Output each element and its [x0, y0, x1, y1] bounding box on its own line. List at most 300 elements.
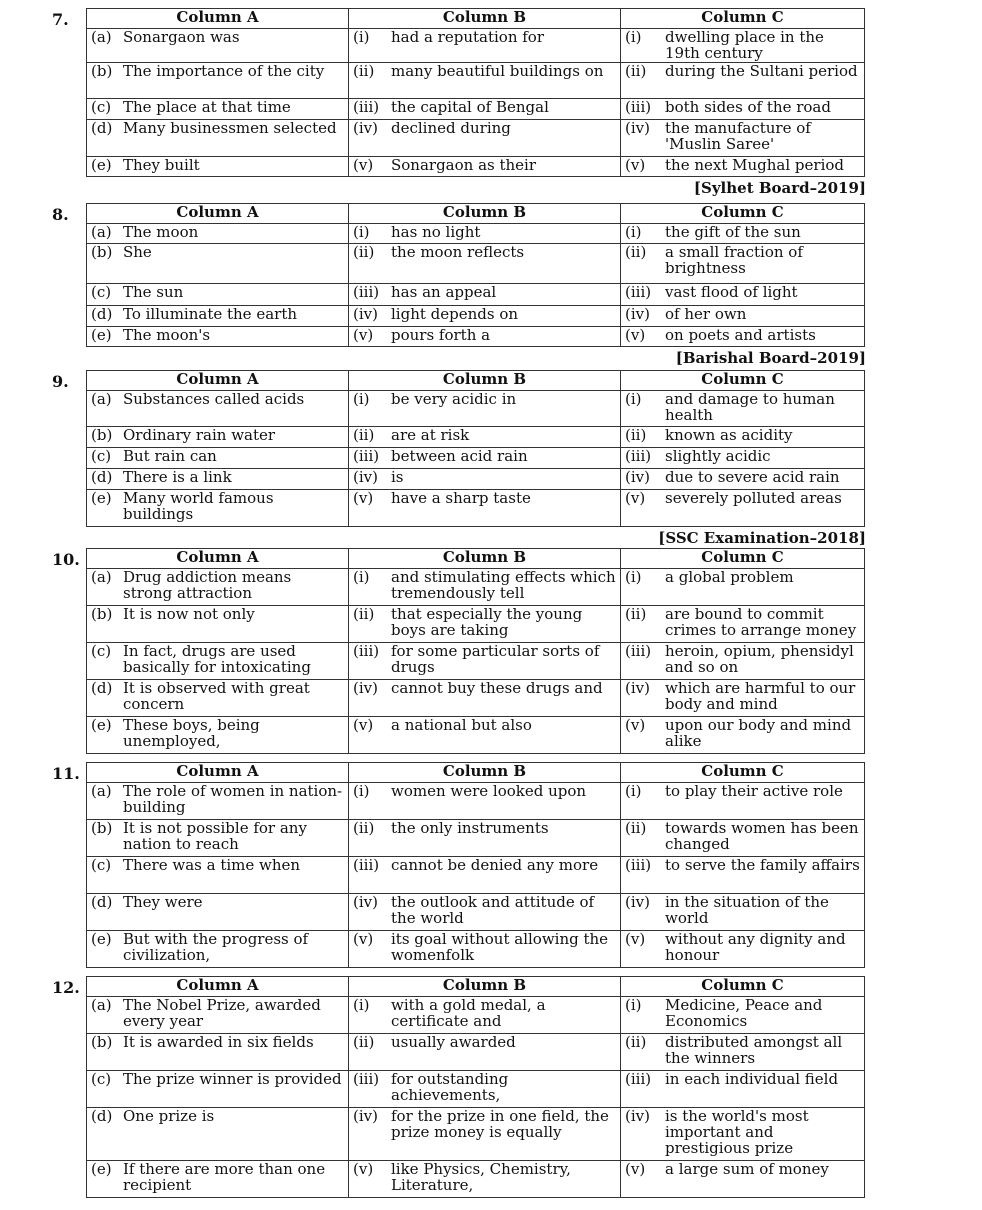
item-label: (v) — [625, 716, 646, 734]
column-a-cell — [87, 894, 349, 931]
item-label: (c) — [91, 856, 112, 874]
item-text: had a reputation for — [391, 28, 545, 46]
item-text: for the prize in one field, the prize money is equally — [391, 1107, 609, 1141]
item-label: (i) — [625, 390, 642, 408]
cell-content — [91, 717, 344, 749]
item-label: (a) — [91, 568, 112, 586]
column-a-cell — [87, 427, 349, 448]
cell-content — [353, 157, 616, 173]
cell-content — [625, 427, 860, 443]
cell-content — [625, 224, 860, 240]
cell-content — [625, 469, 860, 485]
item-text: a global problem — [665, 568, 794, 586]
item-label: (b) — [91, 62, 113, 80]
item-text: a national but also — [391, 716, 532, 734]
column-a-cell — [87, 783, 349, 820]
item-text: It is now not only — [123, 605, 255, 623]
cell-content — [353, 284, 616, 300]
item-text: To illuminate the earth — [123, 305, 298, 323]
cell-content — [91, 29, 344, 45]
item-text: many beautiful buildings on — [391, 62, 604, 80]
column-c-cell — [621, 327, 865, 347]
cell-content — [353, 120, 616, 136]
cell-content — [91, 569, 344, 601]
column-c-cell — [621, 391, 865, 427]
item-label: (ii) — [353, 426, 375, 444]
cell-content — [625, 63, 860, 79]
header-row — [87, 371, 865, 391]
item-label: (i) — [353, 996, 370, 1014]
cell-content — [91, 643, 344, 675]
cell-content — [353, 857, 616, 873]
item-text: Substances called acids — [123, 390, 305, 408]
column-c-cell — [621, 244, 865, 284]
column-b-cell — [349, 120, 621, 157]
item-label: (iii) — [625, 1070, 652, 1088]
item-label: (e) — [91, 716, 112, 734]
column-b-cell — [349, 1108, 621, 1161]
question-number: 7. — [52, 10, 69, 29]
column-header: Column B — [349, 204, 621, 224]
column-c-cell — [621, 284, 865, 306]
item-text: pours forth a — [391, 326, 491, 344]
cell-content — [625, 717, 860, 749]
item-text: is — [391, 468, 404, 486]
cell-content — [625, 606, 860, 638]
item-text: the outlook and attitude of the world — [391, 893, 595, 927]
cell-content — [625, 448, 860, 464]
question-number: 12. — [52, 978, 80, 997]
column-a-cell — [87, 224, 349, 244]
item-label: (iv) — [625, 468, 650, 486]
cell-content — [625, 327, 860, 343]
item-label: (i) — [625, 996, 642, 1014]
table-row — [87, 1071, 865, 1108]
item-label: (v) — [353, 326, 374, 344]
cell-content — [353, 244, 616, 260]
item-label: (ii) — [625, 605, 647, 623]
table-row — [87, 157, 865, 177]
table-row — [87, 327, 865, 347]
matching-table — [86, 548, 865, 754]
cell-content — [353, 1071, 616, 1103]
column-a-cell — [87, 490, 349, 527]
cell-content — [91, 1071, 344, 1087]
item-text: But rain can — [123, 447, 217, 465]
item-text: a small fraction of brightness — [665, 243, 803, 277]
table-row — [87, 1161, 865, 1198]
cell-content — [625, 820, 860, 852]
matching-table — [86, 8, 865, 177]
item-text: with a gold medal, a certificate and — [391, 996, 546, 1030]
column-a-cell — [87, 931, 349, 968]
cell-content — [625, 244, 860, 276]
item-label: (c) — [91, 283, 112, 301]
item-text: to play their active role — [665, 782, 843, 800]
item-label: (a) — [91, 223, 112, 241]
table-row — [87, 857, 865, 894]
item-text: a large sum of money — [665, 1160, 829, 1178]
column-b-cell — [349, 894, 621, 931]
column-a-cell — [87, 1071, 349, 1108]
item-text: and damage to human health — [665, 390, 835, 424]
item-text: in each individual field — [665, 1070, 839, 1088]
cell-content — [353, 1161, 616, 1193]
item-label: (iv) — [353, 679, 378, 697]
column-header: Column C — [621, 9, 865, 29]
item-text: women were looked upon — [391, 782, 587, 800]
item-text: towards women has been changed — [665, 819, 859, 853]
item-label: (i) — [353, 390, 370, 408]
column-header: Column B — [349, 549, 621, 569]
matching-table — [86, 762, 865, 968]
column-header: Column C — [621, 204, 865, 224]
table-row — [87, 606, 865, 643]
column-a-cell — [87, 99, 349, 120]
column-c-cell — [621, 643, 865, 680]
cell-content — [625, 99, 860, 115]
item-text: They built — [123, 156, 200, 174]
column-b-cell — [349, 63, 621, 99]
column-c-cell — [621, 569, 865, 606]
cell-content — [625, 391, 860, 423]
item-label: (i) — [353, 28, 370, 46]
item-label: (iii) — [353, 642, 380, 660]
column-c-cell — [621, 427, 865, 448]
item-text: Many world famous buildings — [123, 489, 274, 523]
column-b-cell — [349, 569, 621, 606]
column-header: Column C — [621, 977, 865, 997]
item-label: (iii) — [353, 283, 380, 301]
column-header: Column A — [87, 977, 349, 997]
item-text: the next Mughal period — [665, 156, 844, 174]
item-text: severely polluted areas — [665, 489, 842, 507]
cell-content — [91, 469, 344, 485]
item-text: is the world's most important and prestigious prize — [665, 1107, 809, 1157]
cell-content — [353, 99, 616, 115]
column-a-cell — [87, 643, 349, 680]
item-text: distributed amongst all the winners — [665, 1033, 843, 1067]
item-text: The moon's — [123, 326, 211, 344]
column-header: Column C — [621, 371, 865, 391]
column-header: Column B — [349, 371, 621, 391]
table-row — [87, 894, 865, 931]
item-label: (ii) — [625, 1033, 647, 1051]
column-b-cell — [349, 306, 621, 327]
table-row — [87, 783, 865, 820]
cell-content — [353, 29, 616, 45]
column-a-cell — [87, 857, 349, 894]
item-label: (i) — [625, 223, 642, 241]
cell-content — [353, 224, 616, 240]
cell-content — [625, 284, 860, 300]
item-label: (iii) — [625, 856, 652, 874]
column-header: Column A — [87, 204, 349, 224]
question-number: 10. — [52, 550, 80, 569]
item-label: (ii) — [625, 243, 647, 261]
item-text: The moon — [123, 223, 199, 241]
item-label: (iv) — [353, 468, 378, 486]
item-text: its goal without allowing the womenfolk — [391, 930, 609, 964]
item-label: (i) — [353, 782, 370, 800]
column-c-cell — [621, 29, 865, 63]
column-a-cell — [87, 29, 349, 63]
column-a-cell — [87, 1108, 349, 1161]
matching-table — [86, 976, 865, 1198]
item-label: (iv) — [353, 893, 378, 911]
item-text: upon our body and mind alike — [665, 716, 852, 750]
item-label: (i) — [625, 782, 642, 800]
question-number: 11. — [52, 764, 80, 783]
cell-content — [353, 1108, 616, 1140]
item-text: to serve the family affairs — [665, 856, 860, 874]
table-row — [87, 1108, 865, 1161]
column-b-cell — [349, 29, 621, 63]
column-b-cell — [349, 427, 621, 448]
cell-content — [625, 857, 860, 873]
column-header: Column A — [87, 549, 349, 569]
cell-content — [625, 931, 860, 963]
cell-content — [91, 157, 344, 173]
column-c-cell — [621, 857, 865, 894]
table-row — [87, 490, 865, 527]
column-c-cell — [621, 469, 865, 490]
item-text: the capital of Bengal — [391, 98, 549, 116]
item-label: (i) — [353, 223, 370, 241]
item-label: (b) — [91, 1033, 113, 1051]
item-text: The prize winner is provided — [123, 1070, 342, 1088]
item-text: which are harmful to our body and mind — [665, 679, 856, 713]
cell-content — [91, 1108, 344, 1124]
cell-content — [625, 1161, 860, 1177]
cell-content — [91, 284, 344, 300]
column-a-cell — [87, 569, 349, 606]
item-text: Sonargaon as their — [391, 156, 537, 174]
cell-content — [353, 63, 616, 79]
item-label: (i) — [625, 568, 642, 586]
item-label: (d) — [91, 119, 113, 137]
table-row — [87, 820, 865, 857]
item-text: Drug addiction means strong attraction — [123, 568, 292, 602]
item-text: vast flood of light — [665, 283, 798, 301]
item-label: (v) — [353, 156, 374, 174]
column-b-cell — [349, 1071, 621, 1108]
cell-content — [625, 120, 860, 152]
item-text: The importance of the city — [123, 62, 325, 80]
column-a-cell — [87, 820, 349, 857]
column-b-cell — [349, 490, 621, 527]
item-text: But with the progress of civilization, — [123, 930, 309, 964]
item-label: (iv) — [625, 1107, 650, 1125]
cell-content — [91, 244, 344, 260]
matching-table — [86, 203, 865, 347]
item-label: (ii) — [353, 605, 375, 623]
table-row — [87, 931, 865, 968]
table-row — [87, 63, 865, 99]
header-row — [87, 204, 865, 224]
cell-content — [353, 427, 616, 443]
cell-content — [353, 1034, 616, 1050]
column-c-cell — [621, 157, 865, 177]
item-text: usually awarded — [391, 1033, 516, 1051]
item-text: are at risk — [391, 426, 470, 444]
item-text: Ordinary rain water — [123, 426, 276, 444]
item-text: of her own — [665, 305, 747, 323]
cell-content — [91, 391, 344, 407]
column-header: Column B — [349, 9, 621, 29]
cell-content — [353, 783, 616, 799]
column-a-cell — [87, 63, 349, 99]
item-label: (iii) — [353, 447, 380, 465]
cell-content — [91, 894, 344, 910]
item-text: heroin, opium, phensidyl and so on — [665, 642, 854, 676]
item-text: cannot buy these drugs and — [391, 679, 603, 697]
column-b-cell — [349, 997, 621, 1034]
item-text: due to severe acid rain — [665, 468, 840, 486]
column-header: Column C — [621, 549, 865, 569]
item-text: has an appeal — [391, 283, 497, 301]
column-c-cell — [621, 224, 865, 244]
column-c-cell — [621, 63, 865, 99]
header-row — [87, 549, 865, 569]
column-c-cell — [621, 490, 865, 527]
cell-content — [353, 820, 616, 836]
column-a-cell — [87, 680, 349, 717]
item-label: (iv) — [353, 305, 378, 323]
cell-content — [91, 120, 344, 136]
item-text: In fact, drugs are used basically for intoxicating — [123, 642, 311, 676]
column-a-cell — [87, 391, 349, 427]
item-text: the moon reflects — [391, 243, 525, 261]
column-b-cell — [349, 606, 621, 643]
column-b-cell — [349, 643, 621, 680]
cell-content — [353, 469, 616, 485]
column-b-cell — [349, 783, 621, 820]
item-label: (iv) — [625, 305, 650, 323]
item-label: (a) — [91, 390, 112, 408]
cell-content — [353, 894, 616, 926]
column-b-cell — [349, 99, 621, 120]
cell-content — [91, 997, 344, 1029]
cell-content — [91, 99, 344, 115]
item-text: cannot be denied any more — [391, 856, 599, 874]
column-b-cell — [349, 157, 621, 177]
item-text: between acid rain — [391, 447, 528, 465]
column-c-cell — [621, 894, 865, 931]
column-c-cell — [621, 606, 865, 643]
column-a-cell — [87, 327, 349, 347]
column-header: Column B — [349, 977, 621, 997]
cell-content — [91, 448, 344, 464]
cell-content — [353, 606, 616, 638]
question-number: 9. — [52, 372, 69, 391]
table-row — [87, 391, 865, 427]
item-text: the manufacture of 'Muslin Saree' — [665, 119, 811, 153]
item-label: (a) — [91, 996, 112, 1014]
source-citation: [SSC Examination–2018] — [658, 529, 866, 547]
item-label: (v) — [353, 489, 374, 507]
item-label: (iii) — [353, 856, 380, 874]
cell-content — [353, 306, 616, 322]
item-text: These boys, being unemployed, — [123, 716, 260, 750]
column-b-cell — [349, 224, 621, 244]
source-citation: [Sylhet Board–2019] — [693, 179, 866, 197]
table-row — [87, 1034, 865, 1071]
cell-content — [353, 680, 616, 696]
cell-content — [625, 997, 860, 1029]
item-label: (d) — [91, 1107, 113, 1125]
column-b-cell — [349, 1034, 621, 1071]
column-c-cell — [621, 1108, 865, 1161]
item-text: that especially the young boys are taking — [391, 605, 583, 639]
column-b-cell — [349, 857, 621, 894]
cell-content — [353, 569, 616, 601]
cell-content — [625, 1108, 860, 1156]
table-row — [87, 120, 865, 157]
item-text: have a sharp taste — [391, 489, 531, 507]
column-header: Column A — [87, 763, 349, 783]
cell-content — [353, 931, 616, 963]
item-text: the only instruments — [391, 819, 549, 837]
item-label: (e) — [91, 489, 112, 507]
table-row — [87, 680, 865, 717]
cell-content — [91, 606, 344, 622]
item-label: (e) — [91, 156, 112, 174]
column-c-cell — [621, 1161, 865, 1198]
cell-content — [625, 783, 860, 799]
cell-content — [625, 490, 860, 506]
column-c-cell — [621, 783, 865, 820]
item-label: (b) — [91, 819, 113, 837]
item-label: (i) — [625, 28, 642, 46]
cell-content — [91, 820, 344, 852]
table-row — [87, 569, 865, 606]
cell-content — [91, 490, 344, 522]
item-text: dwelling place in the 19th century — [665, 28, 824, 62]
item-label: (ii) — [625, 62, 647, 80]
item-label: (iv) — [353, 1107, 378, 1125]
column-header: Column C — [621, 763, 865, 783]
column-c-cell — [621, 717, 865, 754]
cell-content — [91, 427, 344, 443]
item-text: One prize is — [123, 1107, 215, 1125]
column-c-cell — [621, 931, 865, 968]
item-label: (ii) — [353, 819, 375, 837]
item-label: (iii) — [353, 1070, 380, 1088]
column-c-cell — [621, 306, 865, 327]
cell-content — [625, 1071, 860, 1087]
cell-content — [625, 894, 860, 926]
cell-content — [625, 29, 860, 61]
cell-content — [91, 680, 344, 712]
column-a-cell — [87, 244, 349, 284]
column-b-cell — [349, 469, 621, 490]
item-text: She — [123, 243, 152, 261]
item-label: (iii) — [625, 447, 652, 465]
column-b-cell — [349, 391, 621, 427]
item-label: (iii) — [625, 642, 652, 660]
item-text: It is observed with great concern — [123, 679, 310, 713]
table-row — [87, 643, 865, 680]
item-text: The role of women in nation-building — [123, 782, 343, 816]
item-label: (iv) — [625, 119, 650, 137]
cell-content — [625, 680, 860, 712]
item-text: and stimulating effects which tremendously tell — [391, 568, 616, 602]
column-a-cell — [87, 284, 349, 306]
cell-content — [353, 997, 616, 1029]
table-row — [87, 427, 865, 448]
cell-content — [91, 931, 344, 963]
